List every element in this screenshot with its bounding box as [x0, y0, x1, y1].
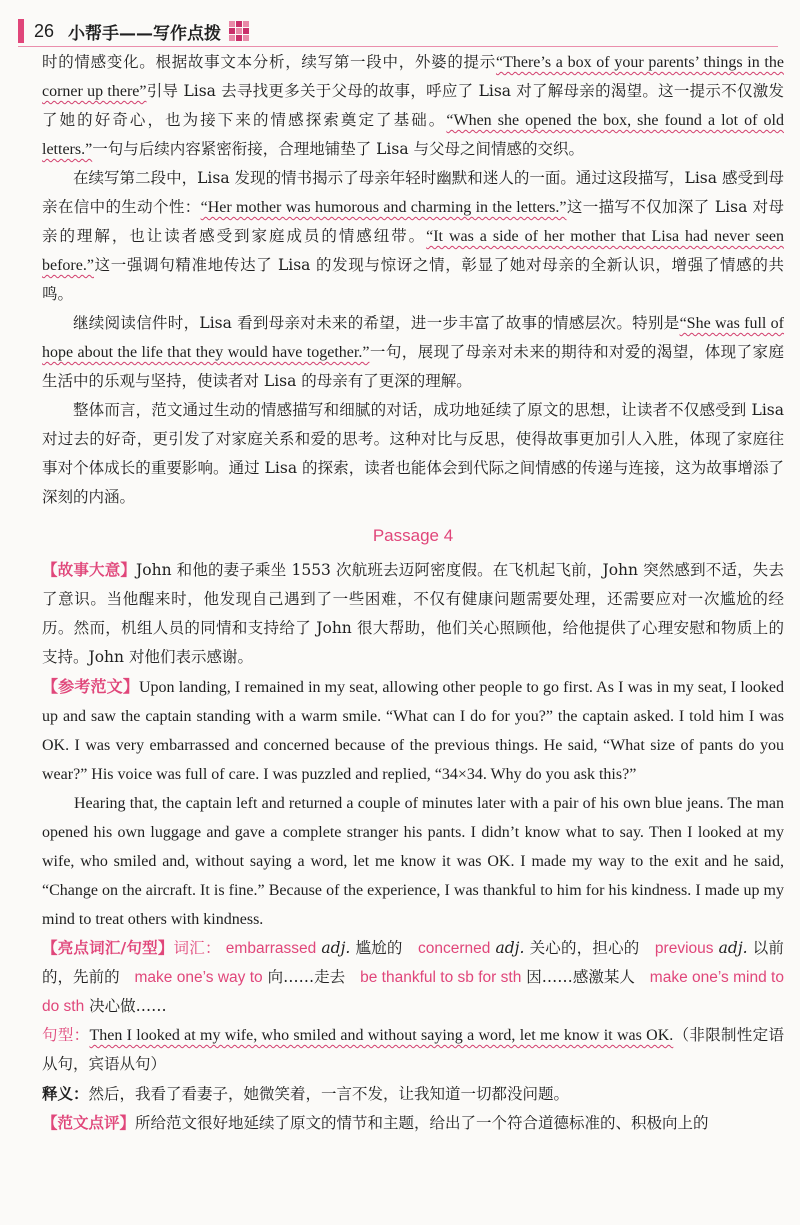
quoted-sentence: “She was full of hope about the life that they would have together.”	[42, 315, 785, 361]
vocab-word: embarrassed	[225, 940, 317, 957]
vocab-label: 【亮点词汇/句型】	[42, 939, 174, 957]
summary-label: 【故事大意】	[42, 561, 137, 579]
vocab-meaning: 因……感激某人	[526, 968, 635, 986]
vocab-word: previous	[654, 940, 714, 957]
header-rule	[18, 46, 778, 47]
translation-label: 释义：	[42, 1084, 89, 1103]
sample-essay-paragraph-2: Hearing that, the captain left and returned a couple of minutes later with a pair of his own blue jeans. The man opened his own luggage and gave a complete stranger his pants. I didn’t know what to say. Then I looked at my wife, who smiled and, without saying a word, let me know it was OK. I made my way to the exit and he said, “Change on the aircraft. It is fine.” Because of the experience, I was thankful to him for his kindness. I made up my mind to treat others with kindness.	[42, 795, 784, 928]
grid-decoration-icon	[229, 21, 249, 41]
vocabulary-section	[42, 934, 784, 1021]
text: 这一强调句精准地传达了 Lisa 的发现与惊讶之情，彰显了她对母亲的全新认识，增强了情感的共鸣。	[42, 256, 784, 303]
sample-label: 【参考范文】	[42, 677, 139, 696]
sentence-label: 句型：	[42, 1027, 90, 1044]
translation	[42, 1079, 784, 1109]
summary-text: John 和他的妻子乘坐 1553 次航班去迈阿密度假。在飞机起飞前，John 突然感到不适，失去了意识。当他醒来时，他发现自己遇到了一些困难，不仅有健康问题需要处理，还需要应对一次尴尬的经历。然而，机组人员的同情和支持给了 John 很大帮助，他们关心照顾他，给他提供了心理安慰和物质上的支持。John 对他们表示感谢。	[42, 561, 784, 666]
vocab-meaning: 向……走去	[267, 968, 346, 986]
key-sentence: Then I looked at my wife, who smiled and without saying a word, let me know it was OK.	[89, 1027, 674, 1044]
translation-text: 然后，我看了看妻子，她微笑着，一言不发，让我知道一切都没问题。	[88, 1085, 570, 1103]
vocab-word: make one’s mind to do sth	[42, 969, 784, 1015]
text: 这一描写不仅加深了 Lisa 对母亲的理解，也让读者感受到家庭成员的情感纽带。	[42, 198, 784, 245]
text: 一句与后续内容紧密衔接，合理地铺垫了 Lisa 与父母之间情感的交织。	[92, 140, 585, 158]
vocab-pos: adj.	[718, 939, 748, 957]
vocab-meaning: 关心的，担心的	[529, 939, 640, 957]
analysis-paragraph-2	[42, 164, 784, 309]
vocab-word: be thankful to sb for sth	[360, 969, 522, 986]
analysis-paragraph-1	[42, 48, 784, 164]
story-summary	[42, 556, 784, 672]
quoted-sentence: “When she opened the box, she found a lot of old letters.”	[42, 112, 784, 158]
comment-label: 【范文点评】	[42, 1114, 136, 1132]
vocab-word: concerned	[417, 940, 491, 957]
text: 引导 Lisa 去寻找更多关于父母的故事，呼应了 Lisa 对了解母亲的渴望。这一提示不仅激发了她的好奇心，也为接下来的情感探索奠定了基础。	[42, 82, 785, 129]
vocab-pos: adj.	[321, 939, 351, 957]
sample-essay-paragraph-1	[42, 672, 784, 789]
vocab-sublabel: 词汇：	[173, 940, 221, 957]
vocab-pos: adj.	[495, 939, 525, 957]
comment-text: 所给范文很好地延续了原文的情节和主题，给出了一个符合道德标准的、积极向上的	[135, 1114, 709, 1132]
sample-text: Upon landing, I remained in my seat, allowing other people to go first. As I was in my seat, I looked up and saw the captain standing with a warm smile. “What can I do for you?” the captain asked. I told him I was OK. I was very embarrassed and concerned because of the previous things. He said, “What size of pants do you wear?” His voice was full of care. I was puzzled and replied, “34×34. Why do you ask this?”	[42, 679, 784, 783]
header-accent-bar	[18, 19, 24, 43]
sentence-pattern	[42, 1021, 784, 1079]
analysis-paragraph-3	[42, 309, 784, 396]
quoted-sentence: “Her mother was humorous and charming in the letters.”	[200, 199, 567, 216]
essay-comment	[42, 1109, 784, 1138]
page-content	[42, 48, 784, 1138]
vocab-meaning: 尴尬的	[355, 939, 403, 957]
vocab-meaning: 决心做……	[89, 997, 167, 1015]
section-title: 小帮手——写作点拨	[68, 23, 222, 44]
text: 时的情感变化。根据故事文本分析，续写第一段中，外婆的提示	[42, 53, 496, 71]
vocab-word: make one’s way to	[134, 969, 263, 986]
quoted-sentence: “There’s a box of your parents’ things in the corner up there”	[42, 54, 784, 100]
page-header	[18, 18, 778, 44]
passage-title: Passage 4	[372, 526, 454, 545]
text: 一句，展现了母亲对未来的期待和对爱的渴望，体现了家庭生活中的乐观与坚持，使读者对 Lisa 的母亲有了更深的理解。	[42, 343, 784, 390]
text: 继续阅读信件时，Lisa 看到母亲对未来的希望，进一步丰富了故事的情感层次。特别是	[73, 314, 680, 332]
quoted-sentence: “It was a side of her mother that Lisa had never seen before.”	[42, 228, 784, 274]
analysis-paragraph-4: 整体而言，范文通过生动的情感描写和细腻的对话，成功地延续了原文的思想，让读者不仅感受到 Lisa 对过去的好奇，更引发了对家庭关系和爱的思考。这种对比与反思，使得故事更加引人入胜，体现了家庭往事对个体成长的重要影响。通过 Lisa 的探索，读者也能体会到代际之间情感的传递与连接，这为故事增添了深刻的内涵。	[42, 401, 784, 506]
page-number: 26	[34, 20, 55, 41]
text: 在续写第二段中，Lisa 发现的情书揭示了母亲年轻时幽默和迷人的一面。通过这段描写，Lisa 感受到母亲在信中的生动个性：	[42, 169, 784, 216]
sentence-note: （非限制性定语从句，宾语从句）	[42, 1026, 784, 1073]
vocab-meaning: 以前的，先前的	[42, 939, 784, 986]
